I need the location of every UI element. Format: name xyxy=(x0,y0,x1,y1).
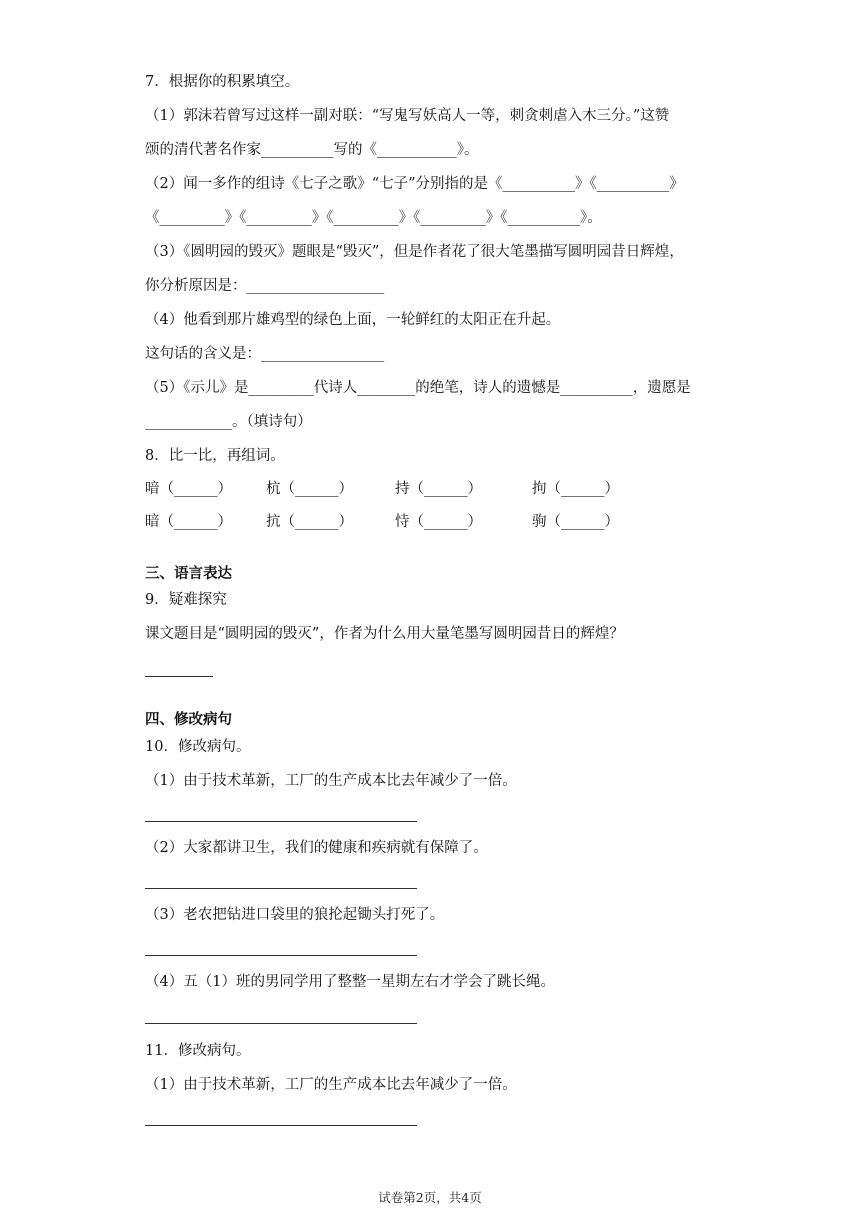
q7-item2-line2: 《_________》《_________》《_________》《_________》《__________》。 xyxy=(145,210,602,226)
q7-item4-line2: 这句话的含义是：_________________ xyxy=(145,346,385,362)
q8-cell: 持（______） xyxy=(395,481,482,497)
q8-cell: 恃（______） xyxy=(395,514,482,530)
q10-title: 10．修改病句。 xyxy=(145,739,251,755)
q8-title: 8．比一比，再组词。 xyxy=(145,448,285,464)
q8-cell: 暗（______） xyxy=(145,514,232,530)
section4-heading: 四、修改病句 xyxy=(145,712,232,728)
q8-cell: 杭（______） xyxy=(266,481,353,497)
q7-item1-line1: （1）郭沫若曾写过这样一副对联：“写鬼写妖高人一等，刺贪刺虐入木三分。”这赞 xyxy=(145,108,670,124)
q10-item2: （2）大家都讲卫生，我们的健康和疾病就有保障了。 xyxy=(145,840,488,856)
q7-item3-line2: 你分析原因是：___________________ xyxy=(145,278,385,294)
section3-heading: 三、语言表达 xyxy=(145,566,232,582)
q10-answer-line xyxy=(145,1023,417,1024)
q9-text: 课文题目是“圆明园的毁灭”，作者为什么用大量笔墨写圆明园昔日的辉煌？ xyxy=(145,626,624,642)
q7-item2-line1: （2）闻一多作的组诗《七子之歌》“七子”分别指的是《__________》《__________》 xyxy=(145,176,684,192)
q10-item1: （1）由于技术革新，工厂的生产成本比去年减少了一倍。 xyxy=(145,773,517,789)
q8-cell: 拘（______） xyxy=(532,481,619,497)
q9-answer-line xyxy=(145,676,213,677)
q10-answer-line xyxy=(145,955,417,956)
q10-item3: （3）老农把钻进口袋里的狼抡起锄头打死了。 xyxy=(145,907,445,923)
q7-title: 7．根据你的积累填空。 xyxy=(145,74,300,90)
q10-answer-line xyxy=(145,821,417,822)
q8-cell: 驹（______） xyxy=(532,514,619,530)
q8-cell: 抗（______） xyxy=(266,514,353,530)
q7-item5-line2: ____________。（填诗句） xyxy=(145,414,312,430)
page-footer: 试卷第2页，共4页 xyxy=(378,1190,482,1205)
q9-title: 9．疑难探究 xyxy=(145,592,227,608)
q7-item5-line1: （5）《示儿》是_________代诗人________的绝笔，诗人的遗憾是__________，遗愿是 xyxy=(145,380,691,396)
q7-item1-line2: 颂的清代著名作家__________写的《___________》。 xyxy=(145,142,479,158)
q10-item4: （4）五（1）班的男同学用了整整一星期左右才学会了跳长绳。 xyxy=(145,974,555,990)
q10-answer-line xyxy=(145,888,417,889)
q11-answer-line xyxy=(145,1125,417,1126)
q11-title: 11．修改病句。 xyxy=(145,1043,251,1059)
q7-item4-line1: （4）他看到那片雄鸡型的绿色上面，一轮鲜红的太阳正在升起。 xyxy=(145,312,561,328)
q7-item3-line1: （3）《圆明园的毁灭》题眼是“毁灭”，但是作者花了很大笔墨描写圆明园昔日辉煌， xyxy=(145,244,684,260)
q8-cell: 喑（______） xyxy=(145,481,232,497)
q11-item1: （1）由于技术革新，工厂的生产成本比去年减少了一倍。 xyxy=(145,1077,517,1093)
